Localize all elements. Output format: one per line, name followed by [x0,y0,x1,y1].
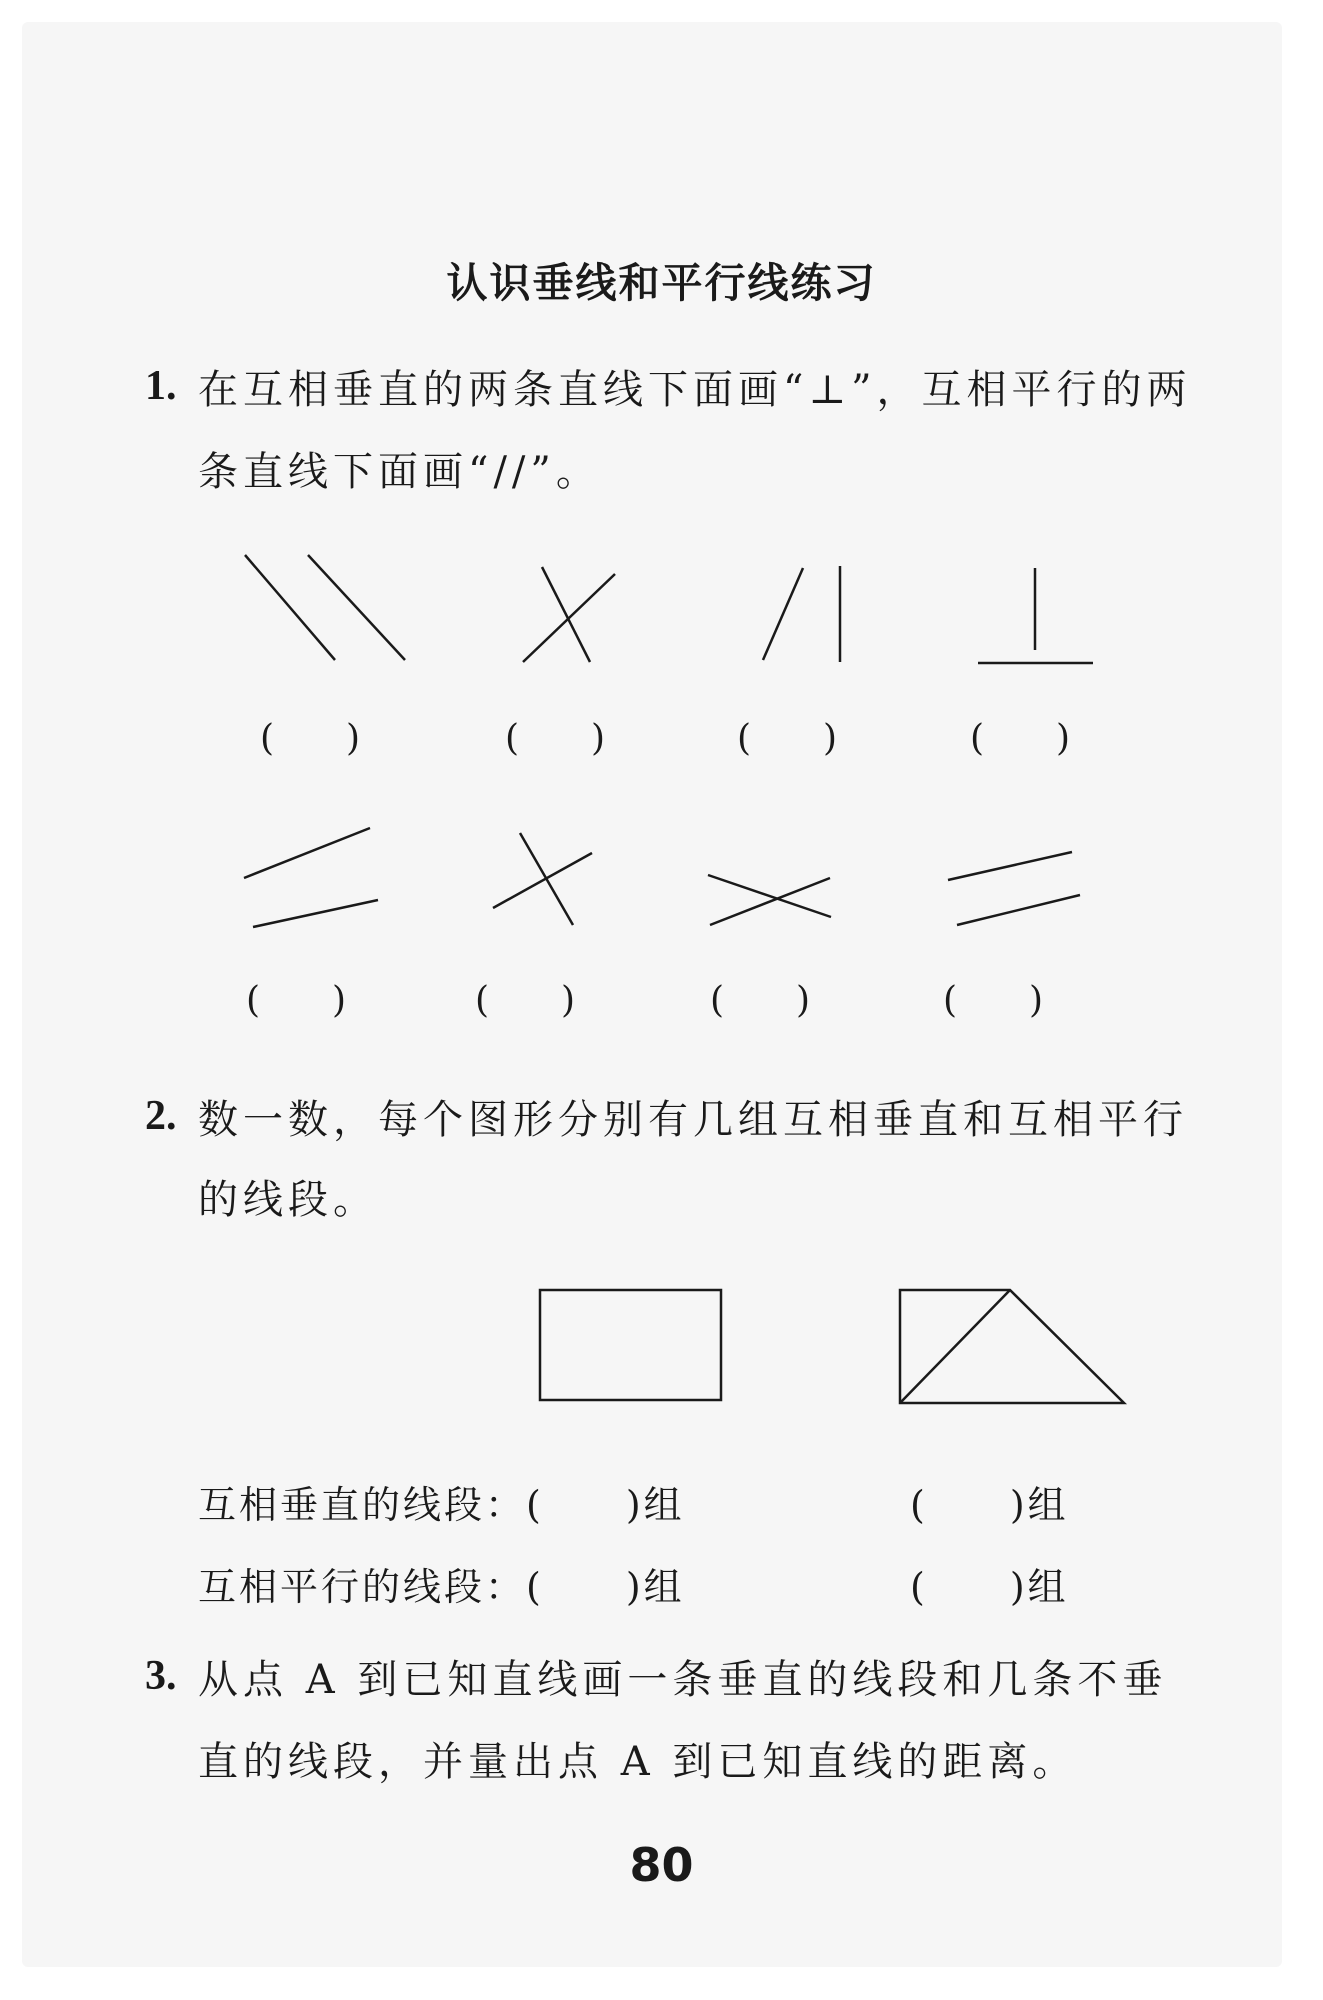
answer-blank-8[interactable]: ( ) [943,980,1044,1021]
answer-blank-5[interactable]: ( ) [246,980,347,1021]
figure-slanted-and-vertical [763,566,840,662]
page-number: 80 [629,1838,694,1892]
parallel-count-trapezoid[interactable]: ( )组 [910,1565,1069,1609]
answer-blank-6[interactable]: ( ) [475,980,576,1021]
question-2-text-line2: 的线段。 [198,1177,378,1223]
answer-blank-1[interactable]: ( ) [260,718,361,759]
rectangle-figure [540,1290,721,1400]
answer-blank-7[interactable]: ( ) [710,980,811,1021]
figure-parallel-diagonals [245,555,405,660]
answer-blank-2[interactable]: ( ) [505,718,606,759]
question-3-number: 3. [145,1653,177,1699]
answer-blank-3[interactable]: ( ) [737,718,838,759]
page-title: 认识垂线和平行线练习 [446,259,877,307]
answer-blank-4[interactable]: ( ) [970,718,1071,759]
figure-perpendicular-lines [978,568,1093,663]
figure-parallel-slanted [244,828,378,927]
trapezoid-with-diagonal-figure [900,1290,1124,1403]
question-2-number: 2. [145,1093,177,1139]
question-3-text-line2: 直的线段，并量出点 A 到已知直线的距离。 [198,1739,1078,1785]
figure-perpendicular-slanted [493,833,592,925]
figure-parallel-pair [948,852,1080,925]
question-1-text-line2: 条直线下面画“//”。 [198,449,601,495]
question-2-text-line1: 数一数，每个图形分别有几组互相垂直和互相平行 [198,1097,1188,1143]
question-1-number: 1. [145,363,177,409]
perpendicular-count-rectangle[interactable]: 互相垂直的线段：( )组 [198,1483,685,1527]
question-3-text-line1: 从点 A 到已知直线画一条垂直的线段和几条不垂 [198,1657,1168,1703]
perpendicular-count-trapezoid[interactable]: ( )组 [910,1483,1069,1527]
parallel-count-rectangle[interactable]: 互相平行的线段：( )组 [198,1565,685,1609]
figure-crossing-lines [708,875,831,925]
figure-intersecting-lines [523,567,615,662]
question-1-text-line1: 在互相垂直的两条直线下面画“⊥”，互相平行的两 [198,367,1192,413]
